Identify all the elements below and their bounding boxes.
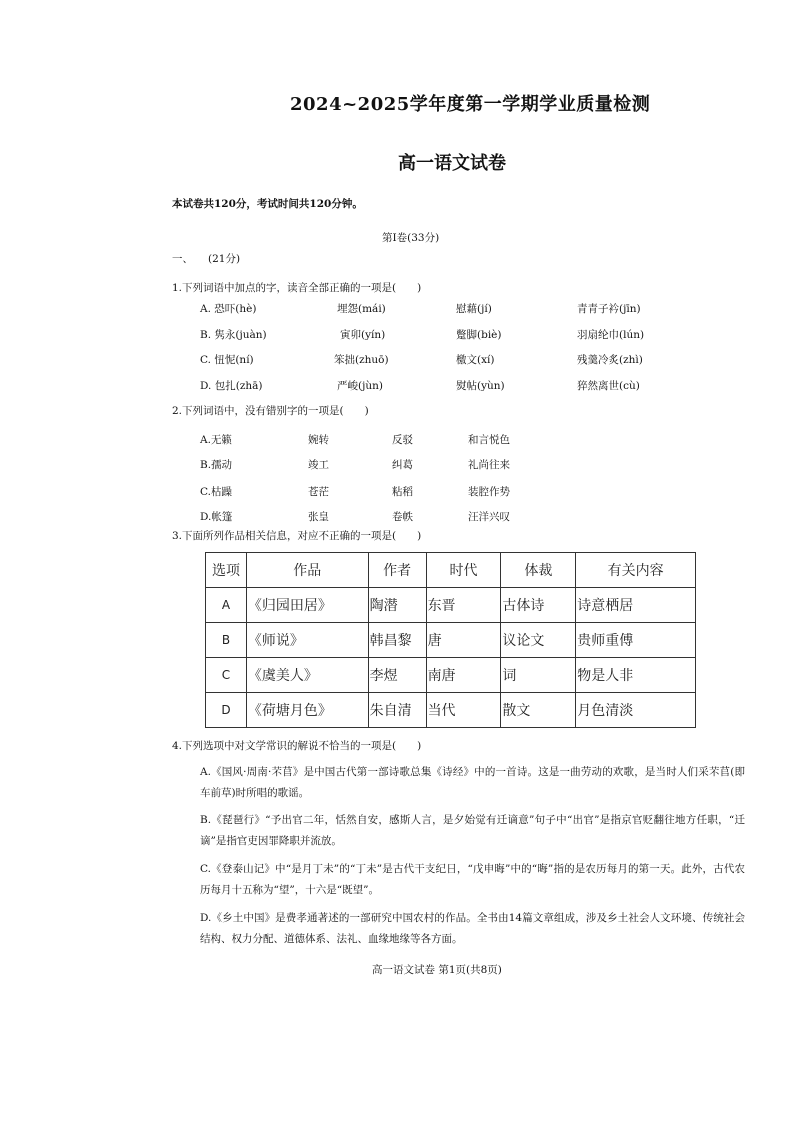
option-text: 竣工 (308, 459, 329, 471)
option-text: A.无籁 (200, 434, 232, 446)
section-score: (21分) (208, 253, 241, 265)
question-4-option-d: D.《乡土中国》是费孝通著述的一部研究中国农村的作品。全书由14篇文章组成，涉及乡土社会人文环境、传统社会结构、权力分配、道德体系、法礼、血缘地缘等各方面。 (200, 912, 745, 945)
table-cell: 散文 (501, 693, 576, 728)
table-cell: 议论文 (501, 623, 576, 658)
table-cell: 陶潜 (368, 588, 426, 623)
table-cell: 东晋 (426, 588, 501, 623)
option-text: C.枯躁 (200, 486, 232, 498)
column-header: 作者 (368, 553, 426, 588)
question-4-option-a: A.《国风·周南·芣苢》是中国古代第一部诗歌总集《诗经》中的一首诗。这是一曲劳动的欢歌，是当时人们采芣苢(即车前草)时所唱的歌谣。 (200, 766, 745, 799)
option-text: 和言悦色 (468, 434, 510, 446)
page-footer: 高一语文试卷 第1页(共8页) (372, 964, 502, 976)
part-label: 第Ⅰ卷(33分) (382, 232, 440, 244)
table-cell: 当代 (426, 693, 501, 728)
option-text: 埋怨(mái) (337, 303, 386, 315)
question-4-option-b: B.《琵琶行》“予出官二年，恬然自安，感斯人言，是夕始觉有迁谪意”句子中“出官”是指京官贬翻往地方任职，“迁谪”是指官吏因罪降职并流放。 (200, 814, 745, 847)
option-text: 檄文(xí) (456, 354, 495, 366)
option-text: 汪洋兴叹 (468, 511, 510, 523)
exam-subtitle: 高一语文试卷 (398, 153, 506, 174)
table-cell: C (206, 658, 247, 693)
option-text: 熨帖(yùn) (456, 380, 505, 392)
table-cell: 月色清淡 (576, 693, 696, 728)
option-text: 青青子衿(jīn) (577, 303, 641, 315)
option-text: 寅卯(yín) (340, 329, 386, 341)
option-text: C. 忸怩(ní) (200, 354, 254, 366)
option-text: 笨拙(zhuō) (334, 354, 389, 366)
table-row (206, 658, 696, 693)
table-cell: 《荷塘月色》 (246, 693, 368, 728)
table-cell: 诗意栖居 (576, 588, 696, 623)
table-cell: A (206, 588, 247, 623)
table-cell: 李煜 (368, 658, 426, 693)
column-header: 时代 (426, 553, 501, 588)
option-text: 卷帙 (392, 511, 413, 523)
table-cell: 词 (501, 658, 576, 693)
exam-notice: 本试卷共120分，考试时间共120分钟。 (172, 198, 363, 210)
table-cell: 物是人非 (576, 658, 696, 693)
table-cell: 朱自清 (368, 693, 426, 728)
question-3-stem: 3.下面所列作品相关信息，对应不正确的一项是( ) (172, 530, 422, 542)
question-1-stem: 1.下列词语中加点的字，读音全部正确的一项是( ) (172, 282, 422, 294)
option-text: 羽扇纶巾(lún) (577, 329, 645, 341)
exam-title: 2024~2025学年度第一学期学业质量检测 (290, 94, 651, 115)
column-header: 体裁 (501, 553, 576, 588)
table-cell: 《虞美人》 (246, 658, 368, 693)
option-text: 张皇 (308, 511, 329, 523)
table-cell: 韩昌黎 (368, 623, 426, 658)
option-text: 残羹冷炙(zhì) (577, 354, 643, 366)
table-row (206, 623, 696, 658)
question-2-stem: 2.下列词语中，没有错别字的一项是( ) (172, 405, 369, 417)
table-cell: D (206, 693, 247, 728)
table-cell: 《师说》 (246, 623, 368, 658)
question-4-option-c: C.《登泰山记》中“是月丁未”的“丁未”是古代干支纪日，“戊申晦”中的“晦”指的是农历每月的第一天。此外，古代农历每月十五称为“望”，十六是“既望”。 (200, 863, 745, 896)
table-cell: 古体诗 (501, 588, 576, 623)
option-text: 严峻(jùn) (337, 380, 383, 392)
table-row (206, 588, 696, 623)
option-text: 苍茫 (308, 486, 329, 498)
question-4-stem: 4.下列选项中对文学常识的解说不恰当的一项是( ) (172, 740, 422, 752)
option-text: 反驳 (392, 434, 413, 446)
option-text: D.帐篷 (200, 511, 233, 523)
option-text: 蹩脚(biè) (456, 329, 502, 341)
works-info-table (205, 552, 696, 728)
column-header: 有关内容 (576, 553, 696, 588)
option-text: 礼尚往来 (468, 459, 510, 471)
column-header: 作品 (246, 553, 368, 588)
table-cell: B (206, 623, 247, 658)
section-label: 一、 (172, 253, 193, 265)
option-text: 装腔作势 (468, 486, 510, 498)
option-text: A. 恐吓(hè) (200, 303, 257, 315)
table-header-row (206, 553, 696, 588)
table-cell: 贵师重傅 (576, 623, 696, 658)
option-text: 猝然离世(cù) (577, 380, 640, 392)
table-cell: 唐 (426, 623, 501, 658)
option-text: 纠葛 (392, 459, 413, 471)
option-text: B. 隽永(juàn) (200, 329, 267, 341)
table-cell: 南唐 (426, 658, 501, 693)
table-cell: 《归园田居》 (246, 588, 368, 623)
option-text: 婉转 (308, 434, 329, 446)
option-text: 慰藉(jí) (456, 303, 492, 315)
option-text: 粘稻 (392, 486, 413, 498)
option-text: D. 包扎(zhā) (200, 380, 263, 392)
table-row (206, 693, 696, 728)
option-text: B.孺动 (200, 459, 233, 471)
column-header: 选项 (206, 553, 247, 588)
